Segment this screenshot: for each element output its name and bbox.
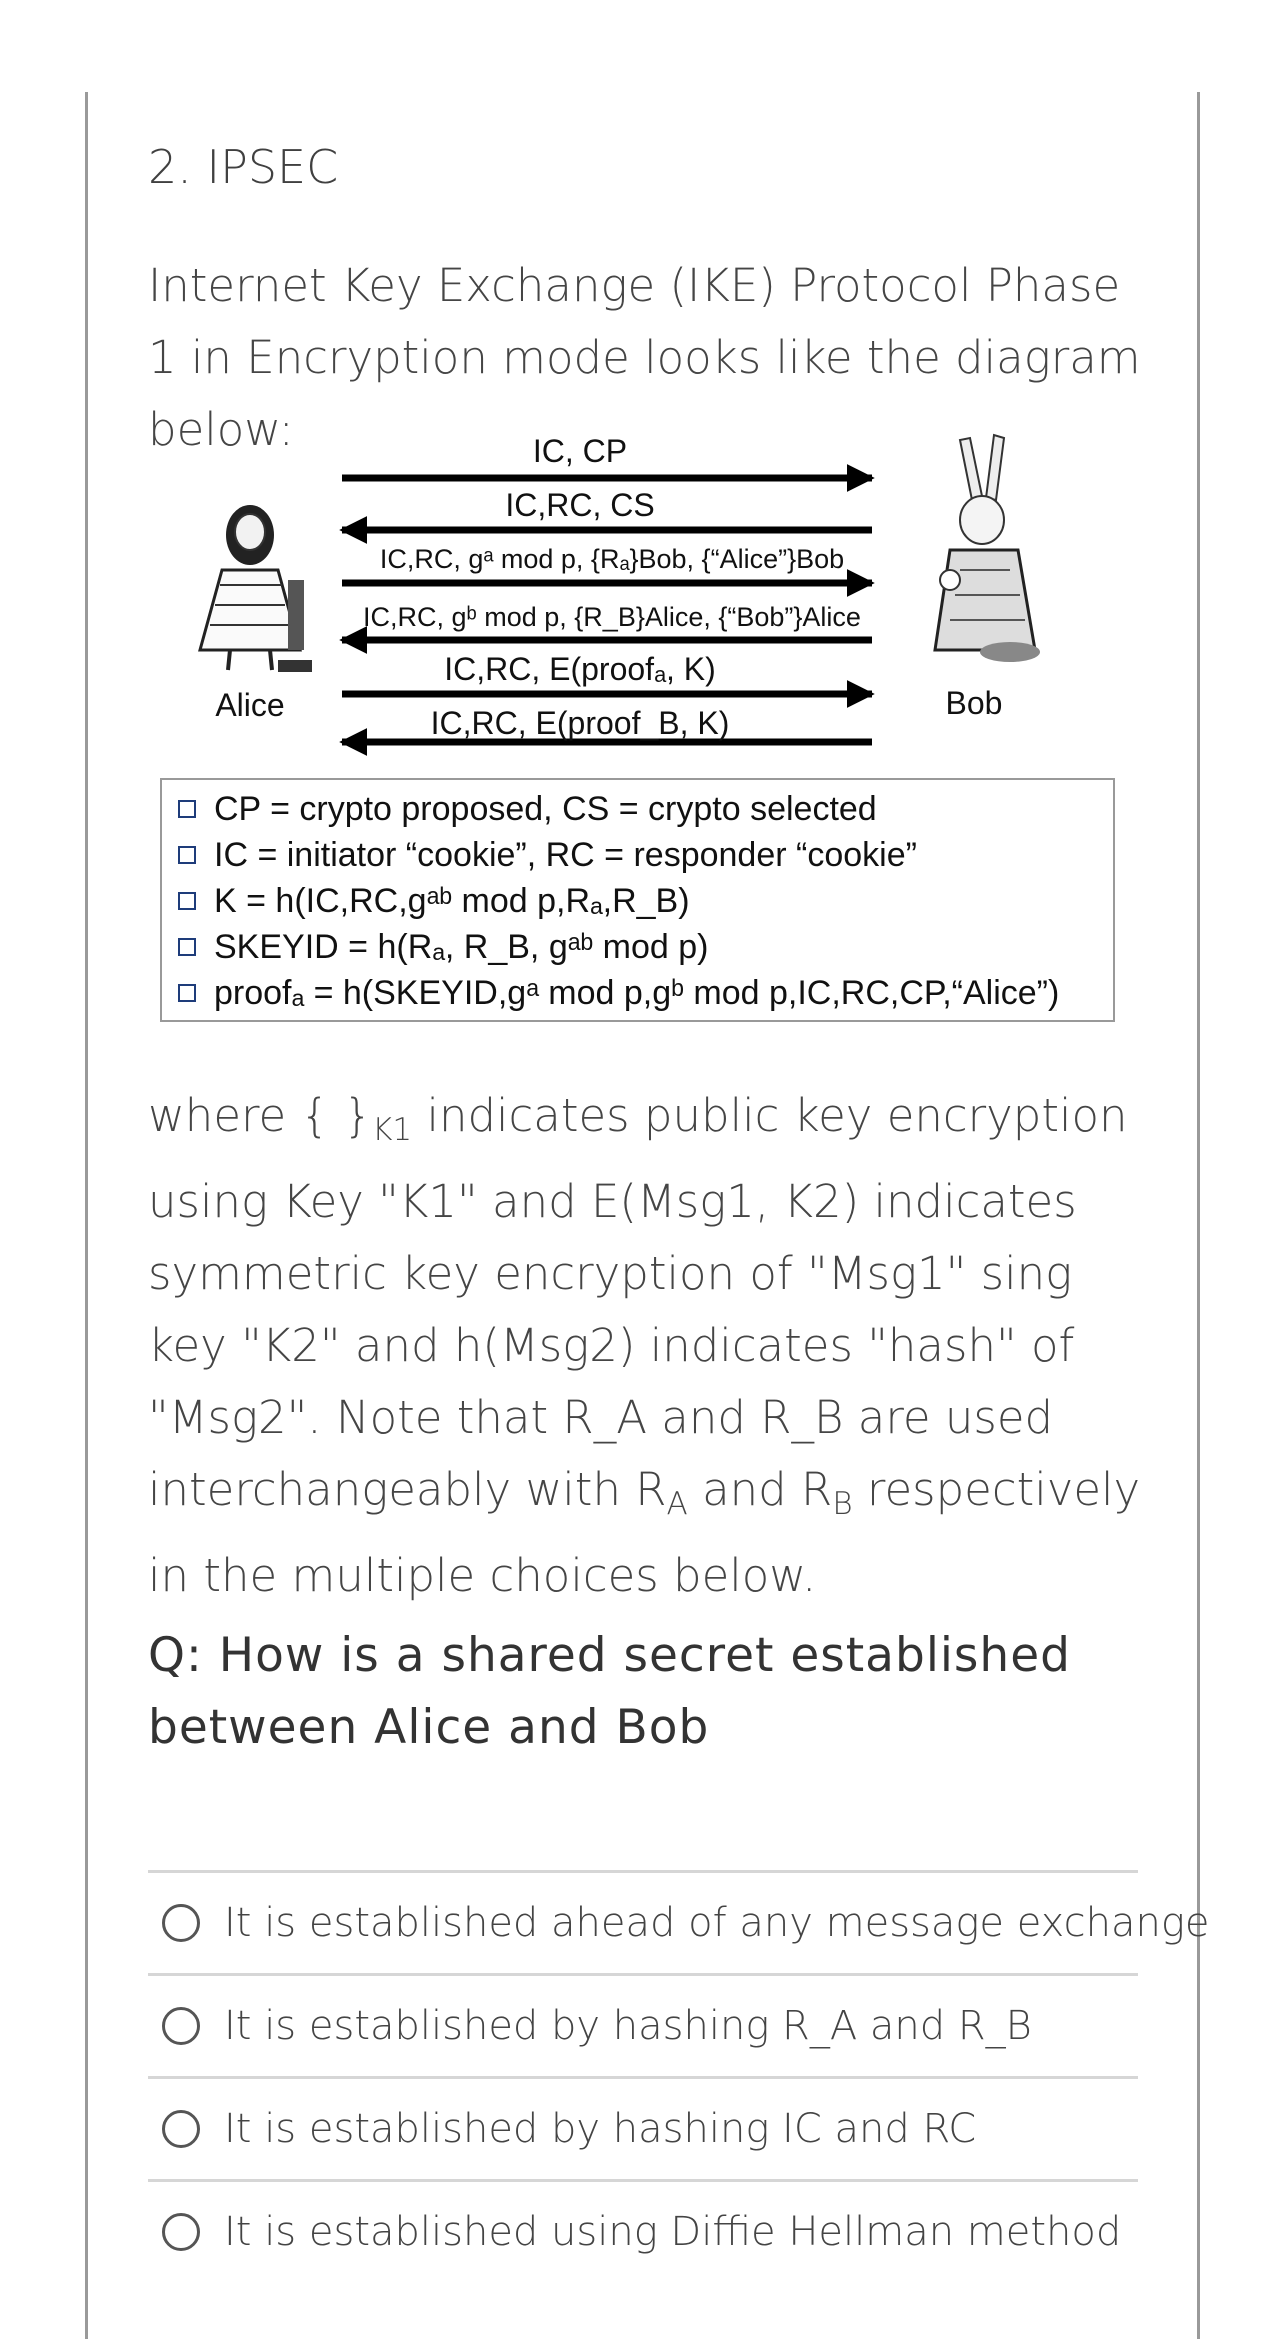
intro-text: Internet Key Exchange (IKE) Protocol Phase 1 in Encryption mode looks like the diagram below: xyxy=(148,259,1141,456)
subscript-b: B xyxy=(832,1486,853,1522)
legend-text: K = h(IC,RC,gᵃᵇ mod p,Rₐ,R_B) xyxy=(214,881,690,920)
bob-rabbit-illustration xyxy=(935,435,1040,662)
notation-explanation xyxy=(148,1080,1158,1612)
diagram-legend-box xyxy=(160,778,1115,1022)
legend-item xyxy=(162,786,1113,832)
explanation-text: respectively in the multiple choices below. xyxy=(148,1463,1141,1602)
answer-option-label: It is established ahead of any message exchange xyxy=(224,1900,1210,1946)
question-number-title: 2. IPSEC xyxy=(148,140,339,194)
bullet-square-icon xyxy=(178,800,196,818)
bullet-square-icon xyxy=(178,938,196,956)
answer-choices xyxy=(148,1870,1210,2282)
legend-item xyxy=(162,924,1113,970)
bullet-square-icon xyxy=(178,984,196,1002)
legend-item xyxy=(162,832,1113,878)
radio-button[interactable] xyxy=(162,2213,200,2251)
explanation-text: and R xyxy=(687,1463,833,1516)
legend-text: SKEYID = h(Rₐ, R_B, gᵃᵇ mod p) xyxy=(214,927,709,966)
answer-option[interactable] xyxy=(148,1973,1138,2076)
answer-option[interactable] xyxy=(148,2076,1138,2179)
answer-option[interactable] xyxy=(148,1870,1210,1973)
answer-option[interactable] xyxy=(148,2179,1138,2282)
explanation-text: where { } xyxy=(148,1089,373,1142)
subscript-a: A xyxy=(666,1486,688,1522)
alice-illustration xyxy=(200,505,312,672)
message-label-1: IC, CP xyxy=(532,433,628,469)
radio-button[interactable] xyxy=(162,2007,200,2045)
ike-phase1-diagram xyxy=(160,420,1120,1040)
answer-option-label: It is established by hashing IC and RC xyxy=(224,2106,977,2152)
radio-button[interactable] xyxy=(162,2110,200,2148)
legend-text: CP = crypto proposed, CS = crypto selected xyxy=(214,789,877,828)
answer-option-label: It is established using Diffie Hellman method xyxy=(224,2209,1122,2255)
bullet-square-icon xyxy=(178,846,196,864)
bullet-square-icon xyxy=(178,892,196,910)
protocol-arrows-svg xyxy=(160,420,1120,780)
question-prompt: Q: How is a shared secret established between Alice and Bob xyxy=(148,1628,1071,1755)
legend-item xyxy=(162,878,1113,924)
radio-button[interactable] xyxy=(162,1904,200,1942)
alice-label: Alice xyxy=(215,687,285,723)
message-label-2: IC,RC, CS xyxy=(505,487,655,523)
legend-item xyxy=(162,970,1113,1016)
message-label-5: IC,RC, E(proofₐ, K) xyxy=(444,651,716,687)
legend-text: IC = initiator “cookie”, RC = responder “cookie” xyxy=(214,835,917,874)
content-frame-left-border xyxy=(85,92,88,2339)
subscript-k1: K1 xyxy=(372,1112,413,1148)
answer-option-label: It is established by hashing R_A and R_B xyxy=(224,2003,1032,2049)
message-label-6: IC,RC, E(proof_B, K) xyxy=(430,705,730,741)
legend-text: proofₐ = h(SKEYID,gᵃ mod p,gᵇ mod p,IC,RC,CP,“Alice”) xyxy=(214,973,1060,1012)
bob-label: Bob xyxy=(945,685,1003,721)
message-label-3: IC,RC, gᵃ mod p, {Rₐ}Bob, {“Alice”}Bob xyxy=(379,544,845,574)
content-frame-right-border xyxy=(1197,92,1200,2339)
message-label-4: IC,RC, gᵇ mod p, {R_B}Alice, {“Bob”}Alice xyxy=(363,602,861,632)
explanation-text: indicates public key encryption using Key "K1" and E(Msg1, K2) indicates symmetric key encryption of "Msg1" sing key "K2" and h(Msg2) indicates "hash" of "Msg2". Note that R_A and R_B are used interchangeably with R xyxy=(148,1089,1128,1516)
